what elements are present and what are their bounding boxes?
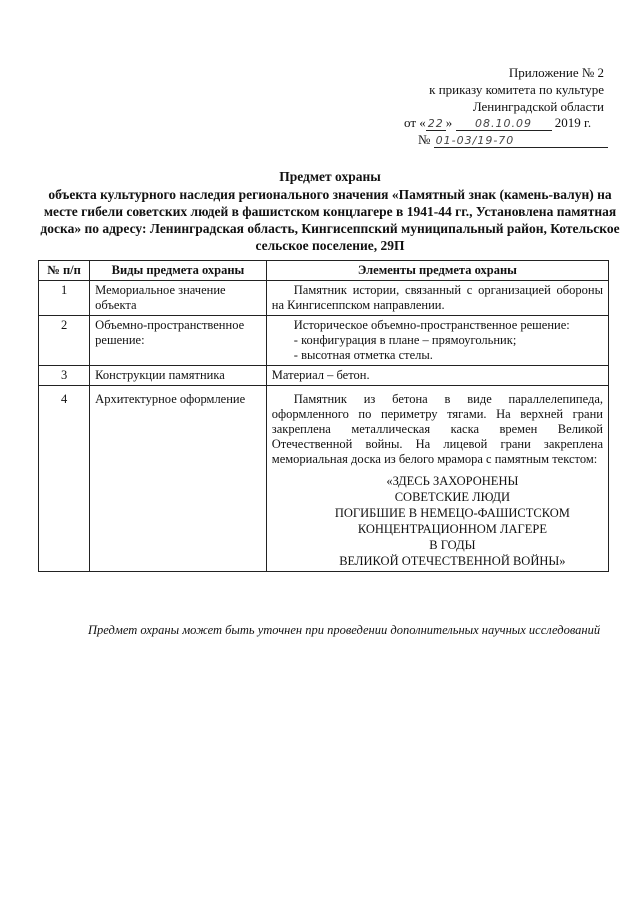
footer-note: Предмет охраны может быть уточнен при проведении дополнительных научных исследований <box>88 623 601 637</box>
table-row <box>39 386 609 572</box>
element-line: - конфигурация в плане – прямоугольник; <box>293 333 517 347</box>
annex-block <box>384 64 604 115</box>
document-title <box>40 168 620 254</box>
row-elements <box>266 386 608 572</box>
table-row <box>39 281 609 316</box>
title-heading: Предмет охраны <box>279 169 381 184</box>
date-prefix: от « <box>404 115 426 130</box>
row-elements: Памятник истории, связанный с организацией обороны на Кингисеппском направлении. <box>266 281 608 316</box>
row-elements <box>266 316 608 366</box>
element-line: Историческое объемно-пространственное решение: <box>293 318 570 332</box>
annex-region-line: Ленинградской области <box>472 99 604 114</box>
header-num: № п/п <box>39 261 90 281</box>
row-type: Архитектурное оформление <box>90 386 267 572</box>
table-row <box>39 366 609 386</box>
inscription-line: ПОГИБШИЕ В НЕМЕЦО-ФАШИСТСКОМ <box>334 506 570 520</box>
inscription-line: «ЗДЕСЬ ЗАХОРОНЕНЫ <box>386 474 519 488</box>
row-type: Конструкции памятника <box>90 366 267 386</box>
memorial-inscription <box>272 473 603 569</box>
row-num: 1 <box>39 281 90 316</box>
order-number-handwritten: 01-03/19-70 <box>434 134 608 148</box>
row-type: Мемориальное значение объекта <box>90 281 267 316</box>
row-num: 2 <box>39 316 90 366</box>
date-day-handwritten: 22 <box>427 117 444 130</box>
row-num: 3 <box>39 366 90 386</box>
row-num: 4 <box>39 386 90 572</box>
annex-order-line: к приказу комитета по культуре <box>429 82 604 97</box>
inscription-line: КОНЦЕНТРАЦИОННОМ ЛАГЕРЕ <box>357 522 547 536</box>
inscription-line: В ГОДЫ <box>429 538 476 552</box>
row-type: Объемно-пространственное решение: <box>90 316 267 366</box>
row-elements: Материал – бетон. <box>266 366 608 386</box>
date-year: 2019 г. <box>554 115 592 130</box>
number-prefix: № <box>418 132 431 147</box>
table-row <box>39 316 609 366</box>
annex-title: Приложение № 2 <box>508 65 604 80</box>
table-header-row <box>39 261 609 281</box>
protection-subject-table <box>38 260 609 572</box>
inscription-line: ВЕЛИКОЙ ОТЕЧЕСТВЕННОЙ ВОЙНЫ» <box>339 554 566 568</box>
order-date-line <box>404 115 591 131</box>
header-type: Виды предмета охраны <box>90 261 267 281</box>
order-number-line <box>418 132 608 148</box>
element-description: Памятник из бетона в виде параллелепипеда, оформленного по периметру тягами. На верхней грани закреплена металлическая каска времен Великой Отечественной войны. На лицевой грани закреплена мемориальная доска из белого мрамора с памятным текстом: <box>271 392 603 466</box>
title-object-description: объекта культурного наследия регионального значения «Памятный знак (камень-валун) на месте гибели советских людей в фашистском концлагере в 1941-44 гг., Установлена памятная доска» по адресу: Ленинградская область, Кингисеппский муниципальный район, Котельское сельское поселение, 29П <box>40 187 620 253</box>
date-mid: » <box>445 115 453 130</box>
inscription-line: СОВЕТСКИЕ ЛЮДИ <box>394 490 511 504</box>
header-elements: Элементы предмета охраны <box>266 261 608 281</box>
element-line: - высотная отметка стелы. <box>293 348 433 362</box>
date-month-handwritten: 08.10.09 <box>456 117 552 131</box>
